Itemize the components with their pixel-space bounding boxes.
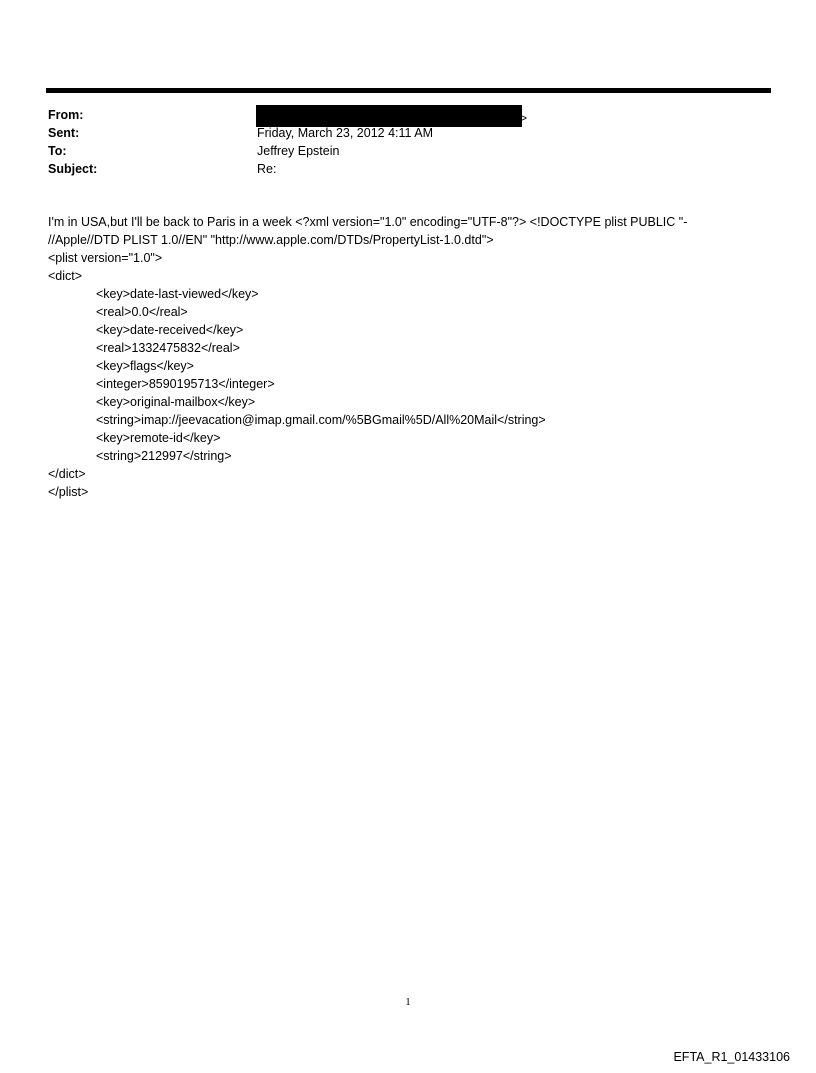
body-line: </dict> [48, 467, 86, 481]
body-line: <key>flags</key> [96, 359, 194, 373]
body-line: <plist version="1.0"> [48, 251, 163, 265]
body-line: <key>original-mailbox</key> [96, 395, 256, 409]
to-value: Jeffrey Epstein [257, 144, 340, 158]
body-line: <string>212997</string> [96, 449, 232, 463]
body-line: <key>remote-id</key> [96, 431, 221, 445]
page-number: 1 [405, 996, 411, 1008]
body-line: <key>date-last-viewed</key> [96, 287, 259, 301]
to-row [48, 142, 748, 160]
subject-value: Re: [257, 162, 277, 176]
subject-label: Subject: [48, 162, 98, 176]
body-line: <real>0.0</real> [96, 305, 188, 319]
from-label: From: [48, 108, 84, 122]
from-row [48, 106, 748, 124]
body-line: <key>date-received</key> [96, 323, 244, 337]
from-tail: > [520, 111, 528, 125]
to-label: To: [48, 144, 67, 158]
bates-number: EFTA_R1_01433106 [673, 1050, 790, 1064]
header-divider [46, 88, 771, 93]
body-line: <dict> [48, 269, 83, 283]
sent-label: Sent: [48, 126, 80, 140]
sent-row [48, 124, 748, 142]
sent-value: Friday, March 23, 2012 4:11 AM [257, 126, 434, 140]
body-line: <integer>8590195713</integer> [96, 377, 275, 391]
body-line: I'm in USA,but I'll be back to Paris in a week <?xml version="1.0" encoding="UTF-8"?> <!DOCTYPE plist PUBLIC "- [48, 215, 688, 229]
email-body [48, 213, 748, 501]
subject-row [48, 160, 748, 178]
body-line: </plist> [48, 485, 89, 499]
body-line: //Apple//DTD PLIST 1.0//EN" "http://www.apple.com/DTDs/PropertyList-1.0.dtd"> [48, 233, 494, 247]
body-line: <string>imap://jeevacation@imap.gmail.com/%5BGmail%5D/All%20Mail</string> [96, 413, 546, 427]
body-line: <real>1332475832</real> [96, 341, 240, 355]
email-header [48, 106, 748, 178]
